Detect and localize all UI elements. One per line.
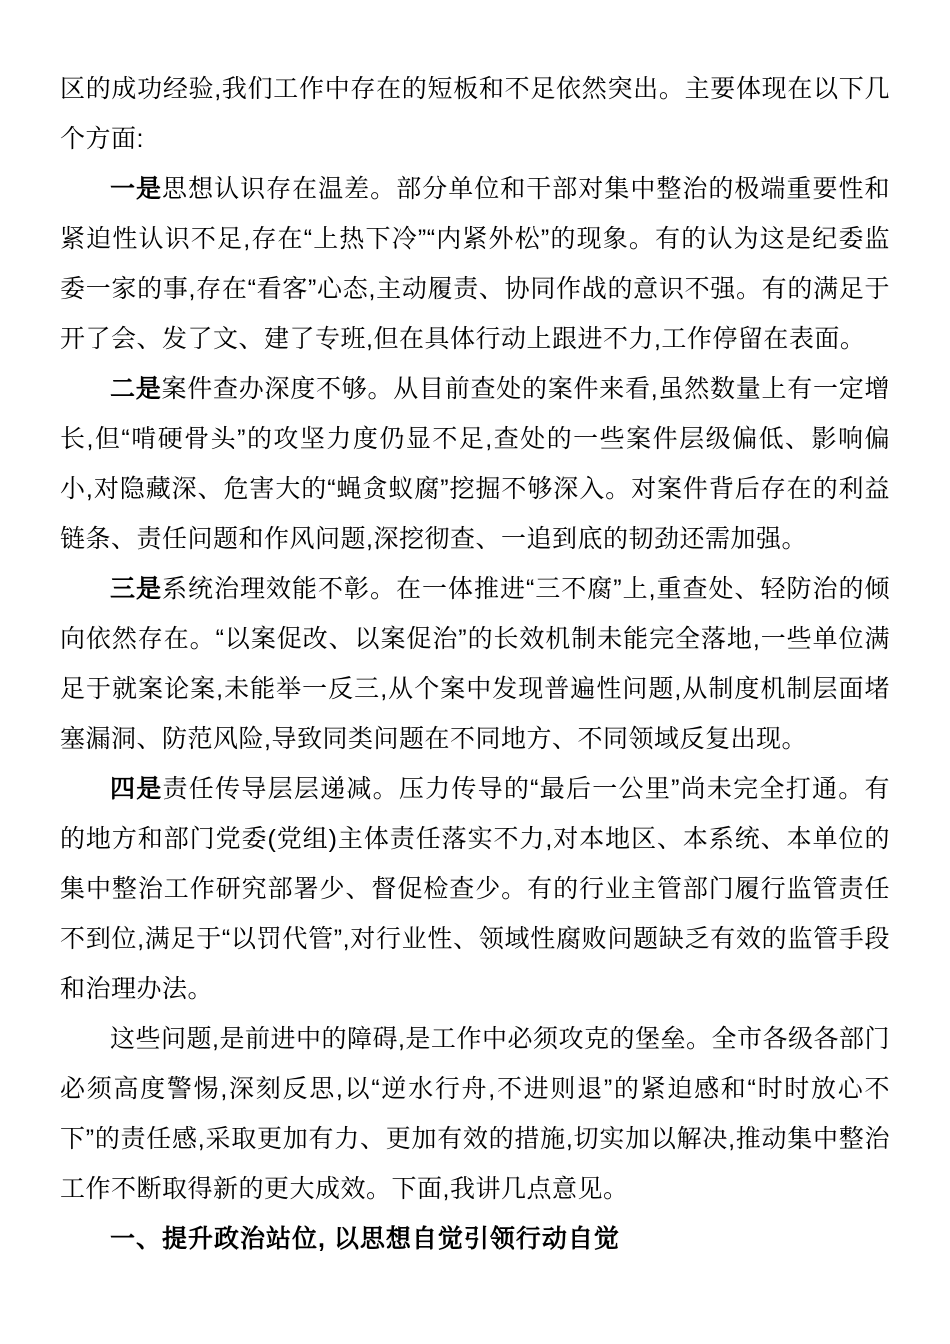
paragraph-lead: 一是 — [110, 175, 163, 203]
paragraph-lead: 三是 — [110, 575, 162, 603]
paragraph — [60, 1014, 890, 1214]
paragraph-text: 案件查办深度不够。从目前查处的案件来看,虽然数量上有一定增长,但“啃硬骨头”的攻坚力度仍显不足,查处的一些案件层级偏低、影响偏小,对隐藏深、危害大的“蝇贪蚁腐”挖掘不够深入。对案件背后存在的利益链条、责任问题和作风问题,深挖彻查、一追到底的韧劲还需加强。 — [60, 375, 890, 553]
section-heading — [60, 1214, 890, 1264]
document-body — [60, 64, 890, 1264]
paragraph-text: 区的成功经验,我们工作中存在的短板和不足依然突出。主要体现在以下几个方面: — [60, 75, 890, 153]
heading-number: 一、 — [110, 1225, 163, 1253]
paragraph — [60, 764, 890, 1014]
paragraph-text: 系统治理效能不彰。在一体推进“三不腐”上,重查处、轻防治的倾向依然存在。“以案促改、以案促治”的长效机制未能完全落地,一些单位满足于就案论案,未能举一反三,从个案中发现普遍性问题,从制度机制层面堵塞漏洞、防范风险,导致同类问题在不同地方、不同领域反复出现。 — [60, 575, 890, 753]
paragraph-text: 责任传导层层递减。压力传导的“最后一公里”尚未完全打通。有的地方和部门党委(党组)主体责任落实不力,对本地区、本系统、本单位的集中整治工作研究部署少、督促检查少。有的行业主管部门履行监管责任不到位,满足于“以罚代管”,对行业性、领域性腐败问题缺乏有效的监管手段和治理办法。 — [60, 775, 890, 1003]
paragraph-lead: 二是 — [110, 375, 162, 403]
heading-text: 提升政治站位, 以思想自觉引领行动自觉 — [162, 1225, 620, 1253]
paragraph — [60, 164, 890, 364]
paragraph-text: 思想认识存在温差。部分单位和干部对集中整治的极端重要性和紧迫性认识不足,存在“上热下冷”“内紧外松”的现象。有的认为这是纪委监委一家的事,存在“看客”心态,主动履责、协同作战的意识不强。有的满足于开了会、发了文、建了专班,但在具体行动上跟进不力,工作停留在表面。 — [60, 175, 890, 353]
paragraph — [60, 64, 890, 164]
paragraph — [60, 564, 890, 764]
paragraph-lead: 四是 — [110, 775, 163, 803]
paragraph — [60, 364, 890, 564]
paragraph-text: 这些问题,是前进中的障碍,是工作中必须攻克的堡垒。全市各级各部门必须高度警惕,深刻反思,以“逆水行舟,不进则退”的紧迫感和“时时放心不下”的责任感,采取更加有力、更加有效的措施,切实加以解决,推动集中整治工作不断取得新的更大成效。下面,我讲几点意见。 — [60, 1025, 890, 1203]
